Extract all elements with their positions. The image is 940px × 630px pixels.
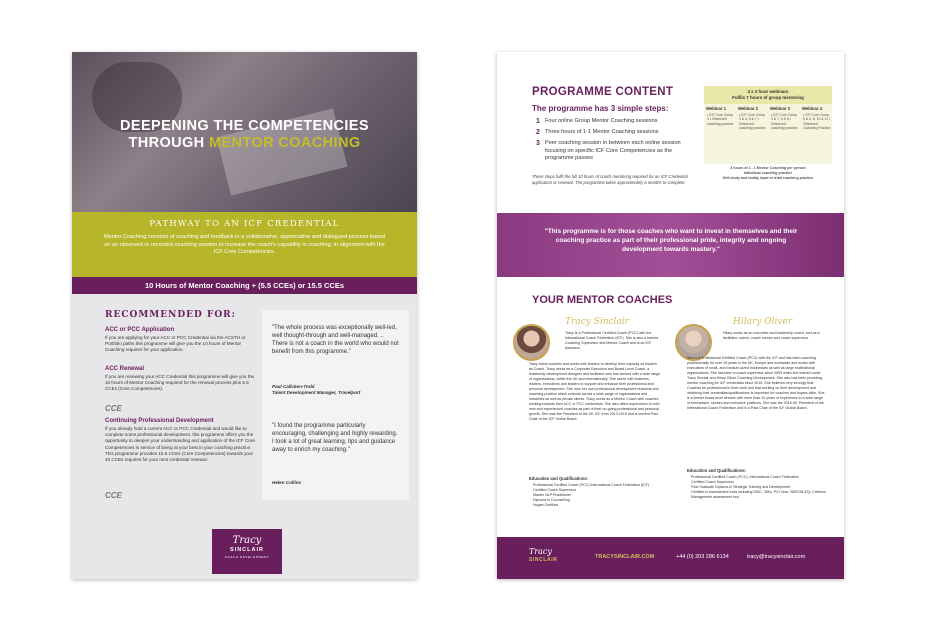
- hero-photo: [72, 52, 417, 212]
- footer-phone: +44 (0) 203 286 6134: [676, 554, 729, 560]
- cce-logo: CCE: [105, 491, 122, 500]
- coach-bio: Tracy trains coaches and works with leaders to develop their capacity as leaders as Coach. Tracy works as a Corporate Executive and Board Level Coach, a leadership development designer and facilitator who has worked with a wide range of organisations, within the UK and internationally. She works with business leaders, executives and leaders to support and enhance their professional and personal development. She runs her own professional development business and coaching practice which extends across a wide range of organisations and industries as well as private clients. Tracy works as a Mentor Coach with coaches working towards their ACC or PCC credentials. She also offers supervision to both new and experienced coaches as part of their on-going professional and personal growth. She was the President of the UK ICF from 2013-2015 and is current Past Chair of the ICF Global Board.: [529, 362, 661, 421]
- webinar-column: Webinar 1 • ICF Core Comp. 3 • Observed coaching practice: [706, 106, 734, 126]
- pathway-section: [72, 212, 417, 277]
- coach-signature: Hilary Oliver: [733, 317, 793, 327]
- coach-intro: Tracy is a Professional Certified Coach (PCC) with the International Coach Federation (ICF). She is also a trained Coaching Supervisor and Mentor Coach and is an ICF Assessor.: [565, 331, 659, 350]
- webinar-column: Webinar 3 • ICF Core Comp. 3 & 7, 4 & 8 • Observed coaching practice: [770, 106, 798, 131]
- programme-title: PROGRAMME CONTENT: [532, 86, 674, 98]
- coaches-title: YOUR MENTOR COACHES: [532, 294, 673, 306]
- quote-band-text: "This programme is for those coaches who want to invest in themselves and their coaching practice as part of their professional pride, integrity and ongoing development towards mastery.": [544, 228, 798, 253]
- testimonial-text: "I found the programme particularly encouraging, challenging and highly rewarding. I took a lot of great learning, tips and guidance away to enrich my coaching.": [272, 423, 398, 453]
- brochure-front-page: [72, 52, 417, 579]
- recommended-section: [72, 294, 417, 579]
- pathway-body: Mentor Coaching consists of coaching and feedback in a collaborative, appreciative and dialogued process based on an observed or recorded coaching session to increase the coach's capability in coaching, in alignment with the ICF Core Competencies.: [103, 234, 386, 256]
- programme-subtitle: The programme has 3 simple steps:: [532, 104, 669, 113]
- footer-logo-subtitle: SINCLAIR: [529, 557, 558, 563]
- testimonial-author: Paul Callcken-Todd Talent Development Manager, Travelport: [272, 384, 361, 395]
- pathway-title: PATHWAY TO AN ICF CREDENTIAL: [149, 219, 340, 229]
- education-title: Education and Qualifications:: [529, 476, 589, 481]
- footer-logo: Tracy: [529, 547, 552, 556]
- recommended-title: RECOMMENDED FOR:: [105, 310, 236, 320]
- coach-photo-tracy: [513, 324, 550, 361]
- rec-item-cpd: Continuing Professional Development If you already hold a current ACC or PCC Credential and would like to complete some professional development, this programme offers you the opportunity to deepen your understanding and application of the ICF Core Competencies in service of being at your best in your coaching practice. This programme provides 15.5 CCEs (Core Competencies) towards your 40 CCEs requires for your next credential renewal.: [105, 418, 255, 463]
- footer-website-link[interactable]: TRACYSINCLAIR.COM: [595, 554, 655, 560]
- testimonial-author: Helen Collins: [272, 480, 302, 485]
- coach-bio: She is a Professional Certified Coach (PCC) with the ICF and has been coaching professionally for over 15 years in the UK, Europe and worldwide and works with executives of small- and medium-sized businesses as well as large multinational organisations. She has been a coach supervisor since 2009 when she trained under Tracy Sinclair and Hilary Oliver Coaching Development. She also has been providing mentor coaching for ICF credentials since 2015. She believes very strongly that Coaches be professional in their work and that working on their development and obtaining their credentials/qualifications is important for coaches and buyers alike. She is a former board-level director with more than 20 years of experience in a wide range of businesses, sectors and executive positions. She was the 2016 UK President of the International Coach Federation and is a Past Chair of the ICF Global Board.: [687, 356, 825, 410]
- testimonial-box: [262, 310, 409, 500]
- programme-note: These steps fulfil the full 10 hours of coach mentoring required for an ICF Credential application or renewal. The programme takes approximately 6 months to complete.: [532, 174, 688, 185]
- brochure-back-page: PROGRAMME CONTENT The programme has 3 simple steps: 1 Four online Group Mentor Coaching sessions 2 Three hours of 1-1 Mentor Coaching sessions 3 Peer coaching session in between each online session focusing on specific ICF Core Competencies as the programme passes These steps fulfil the full 10 hours of coach mentoring required for an ICF Credential application or renewal. The programme takes approximately 6 months to complete. 4 x 2 hour webinars Fulfils 7 hours of group mentoring Webinar 1 • ICF Core Comp. 3 • Observed coaching practice Webinar 2 • ICF Core Comp. 3 & 4, 5 & 7 • Observed coaching practice Webinar 3 • ICF Core Comp. 3 & 7, 4 & 8 • Observed coaching practice Webinar 4 • ICF Core Comp. 5 & 6, 8, 10 & 11 • Observed Coaching Practice 3 hours of 1 - 1 Mentor Coaching per person Individual coaching practice Self-study and buddy dyad or triad coaching practice "This programme is for those coaches who want to invest in themselves and their coaching practice as part of their professional pride, integrity and ongoing development towards mastery." YOUR MENTOR COACHES Tracy Sinclair Tracy is a Professional Certified Coach (PCC) with the International Coach Federation (ICF). She is also a trained Coaching Supervisor and Mentor Coach and is an ICF Assessor. Tracy trains coaches and works with leaders to develop their capacity as leaders as Coach. Tracy works as a Corporate Executive and Board Level Coach, a leadership development designer and facilitator who has worked with a wide range of organisations, within the UK and internationally. She works with business leaders, executives and leaders to support and enhance their professional and personal development. She runs her own professional development business and coaching practice which extends across a wide range of organisations and industries as well as private clients. Tracy works as a Mentor Coach with coaches working towards their ACC or PCC credentials. She also offers supervision to both new and experienced coaches as part of their on-going professional and personal growth. She was the President of the UK ICF from 2013-2015 and is current Past Chair of the ICF Global Board. Education and Qualifications: Professional Certified Coach (PCC) International Coach Federation (ICF) Certified Coach Supervisor Master NLP Practitioner Diploma in Counselling Hogan Certified Hilary Oliver Hilary works as an executive and leadership coach, and as a facilitator, trainer, coach mentor and coach supervisor. She is a Professional Certified Coach (PCC) with the ICF and has been coaching professionally for over 15 years in the UK, Europe and worldwide and works with executives of small- and medium-sized businesses as well as large multinational organisations. She has been a coach supervisor since 2009 when she trained under Tracy Sinclair and Hilary Oliver Coaching Development. She also has been providing mentor coaching for ICF credentials since 2015. She believes very strongly that Coaches be professional in their work and that working on their development and obtaining their credentials/qualifications is important for coaches and buyers alike. She is a former board-level director with more than 20 years of experience in a wide range of businesses, sectors and executive positions. She was the 2016 UK President of the International Coach Federation and is a Past Chair of the ICF Global Board. Education and Qualifications: Professional Certified Coach (PCC), International Coach Federation Certified Coach Supervisor Post Graduate Diploma in Strategic Training and Development Certified in Assessment tools including DISC, 360s, PCI Vesc, BARON-EQi, Criterion Management assessment tool Tracy SINCLAIR TRACYSINCLAIR.COM +44 (0) 203 286 6134 tracy@tracysinclair.com: [497, 52, 844, 579]
- rec-item-acc-pcc: ACC or PCC Application If you are applying for your ACC or PCC Credential via the ACSTH or Portfolio paths this programme will give you the 10 hours of Mentor Coaching requires for your application.: [105, 327, 246, 353]
- hero-title-accent: MENTOR COACHING: [208, 135, 361, 151]
- hero-title: DEEPENING THE COMPETENCIES THROUGH MENTOR COACHING: [120, 118, 369, 151]
- education-list: Professional Certified Coach (PCC), International Coach Federation Certified Coach Supervisor Post Graduate Diploma in Strategic Training and Development Certified in Assessment tools including DISC, 360s, PCI Vesc, BARON-EQi, Criterion Management assessment tool: [691, 475, 827, 499]
- webinar-footer: 3 hours of 1 - 1 Mentor Coaching per person Individual coaching practice Self-study and buddy dyad or triad coaching practice: [722, 166, 814, 180]
- education-list: Professional Certified Coach (PCC) International Coach Federation (ICF) Certified Coach Supervisor Master NLP Practitioner Diploma in Counselling Hogan Certified: [533, 483, 650, 507]
- hours-bar: 10 Hours of Mentor Coaching + (5.5 CCEs) or 15.5 CCEs: [72, 277, 417, 294]
- webinar-column: Webinar 4 • ICF Core Comp. 5 & 6, 8, 10 & 11 • Observed Coaching Practice: [802, 106, 831, 131]
- footer-bar: [497, 537, 844, 579]
- webinar-column: Webinar 2 • ICF Core Comp. 3 & 4, 5 & 7 • Observed coaching practice: [738, 106, 766, 131]
- cce-logo: CCE: [105, 404, 122, 413]
- quote-band: [497, 213, 844, 277]
- webinar-heading: 4 x 2 hour webinars Fulfils 7 hours of group mentoring: [704, 86, 832, 104]
- rec-item-acc-renewal: ACC Renewal If you are renewing your ACC Credential this programme will give you the 10 hours of Mentor Coaching required for the renewal process plus 5.5 CCEs (Core Competencies).: [105, 366, 255, 392]
- education-title: Education and Qualifications:: [687, 468, 747, 473]
- tracy-sinclair-logo: Tracy SINCLAIR COACH DEVELOPMENT: [212, 529, 282, 574]
- footer-email-link[interactable]: tracy@tracysinclair.com: [747, 554, 806, 560]
- coach-signature: Tracy Sinclair: [565, 317, 629, 327]
- webinar-table: [704, 86, 832, 180]
- coach-intro: Hilary works as an executive and leadership coach, and as a facilitator, trainer, coach mentor and coach supervisor.: [723, 331, 820, 340]
- testimonial-text: "The whole process was exceptionally well-led, well thought-through and well-managed. .. There is not a coach in the world who would not benefit from this programme.": [272, 325, 399, 355]
